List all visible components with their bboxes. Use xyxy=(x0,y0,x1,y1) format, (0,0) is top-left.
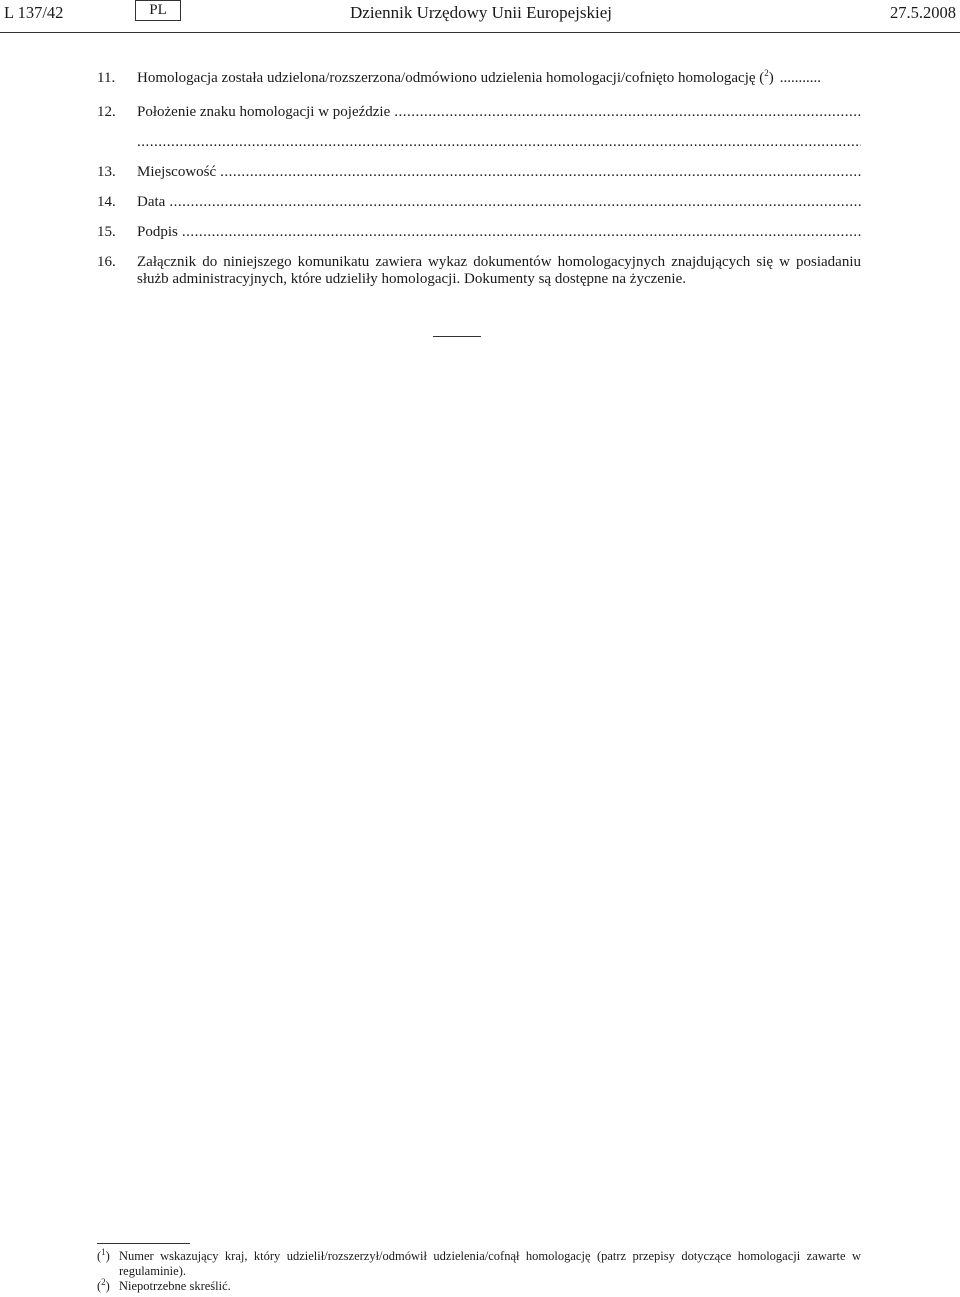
publication-date: 27.5.2008 xyxy=(890,3,956,22)
dotted-line xyxy=(137,134,861,151)
dotted-fill xyxy=(137,134,861,151)
footnote-mark: ($^1$) xyxy=(97,1246,110,1263)
footnote-2 xyxy=(97,1276,861,1294)
dotted-fill xyxy=(220,164,861,181)
footnote-rule xyxy=(97,1243,190,1244)
item-text: Podpis ..... xyxy=(137,224,861,241)
item-text: Homologacja została udzielona/rozszerzona/odmówiono udzielenia homologacji/cofnięto homologację ($^2$) ........... xyxy=(137,68,822,86)
footnote-ref: 2 xyxy=(764,68,769,78)
item-number: 11. xyxy=(97,70,116,86)
item-text: Położenie znaku homologacji w pojeździe ..... xyxy=(137,104,861,121)
language-box: PL xyxy=(135,0,181,21)
footnote-text: Numer wskazujący kraj, który udzielił/rozszerzył/odmówił udzielenia/cofnął homologację (patrz przepisy dotyczące homologacji zawarte w regulaminie). xyxy=(119,1249,861,1278)
dotted-fill: ........... xyxy=(779,70,822,86)
footnotes xyxy=(97,1246,861,1294)
section-separator xyxy=(433,336,481,337)
dotted-fill xyxy=(169,194,861,211)
page-header xyxy=(0,0,960,33)
footnote-1 xyxy=(97,1246,861,1279)
item-number: 14. xyxy=(97,194,116,210)
item-text: Miejscowość ..... xyxy=(137,164,861,181)
footnote-text: Niepotrzebne skreślić. xyxy=(119,1279,231,1293)
dotted-fill xyxy=(182,224,861,241)
footnote-mark: ($^2$) xyxy=(97,1276,110,1293)
item-text: Data ..... xyxy=(137,194,861,211)
dotted-fill xyxy=(394,104,861,121)
item-number: 13. xyxy=(97,164,116,180)
item-number: 12. xyxy=(97,104,116,120)
page-reference: L 137/42 xyxy=(4,3,64,22)
item-number: 16. xyxy=(97,254,116,270)
journal-title: Dziennik Urzędowy Unii Europejskiej xyxy=(350,3,613,22)
item-text: Załącznik do niniejszego komunikatu zawiera wykaz dokumentów homologacyjnych znajdujących się w posiadaniu służb administracyjnych, które udzieliły homologacji. Dokumenty są dostępne na życzenie. xyxy=(137,254,861,287)
item-number: 15. xyxy=(97,224,116,240)
